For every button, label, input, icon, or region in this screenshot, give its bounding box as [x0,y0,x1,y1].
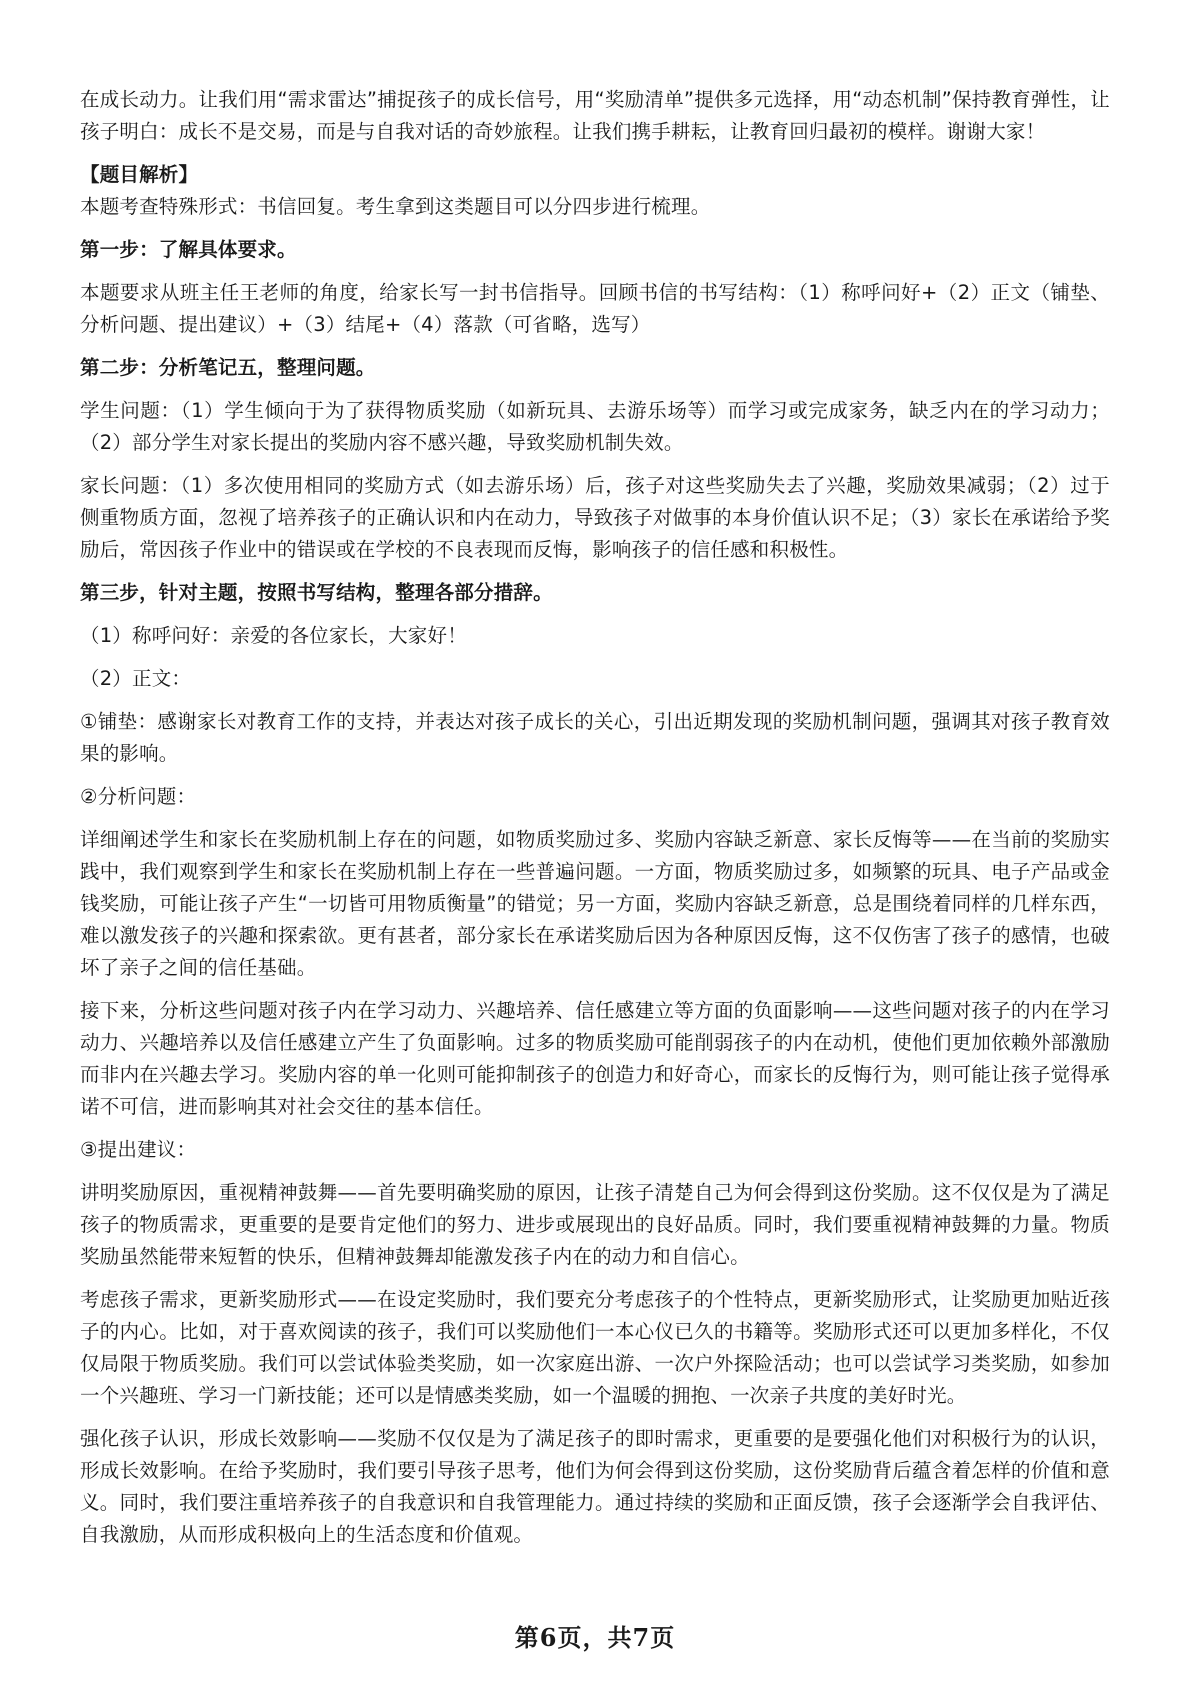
step-one-heading: 第一步：了解具体要求。 [80,238,297,261]
step-two-heading: 第二步：分析笔记五，整理问题。 [80,356,376,379]
page-number-footer: 第6页，共7页 [514,1623,676,1652]
suggestions-subheading: ③提出建议： [80,1138,197,1161]
greeting-item: （1）称呼问好：亲爱的各位家长，大家好！ [80,624,467,647]
analysis-paragraph-2: 接下来，分析这些问题对孩子内在学习动力、兴趣培养、信任感建立等方面的负面影响——这些问题对孩子的内在学习动力、兴趣培养以及信任感建立产生了负面影响。过多的物质奖励可能削弱孩子的内在动机，使他们更加依赖外部激励而非内在兴趣去学习。奖励内容的单一化则可能抑制孩子的创造力和好奇心，而家长的反悔行为，则可能让孩子觉得承诺不可信，进而影响其对社会交往的基本信任。 [80,999,1110,1118]
suggestion-paragraph-2: 考虑孩子需求，更新奖励形式——在设定奖励时，我们要充分考虑孩子的个性特点，更新奖励形式，让奖励更加贴近孩子的内心。比如，对于喜欢阅读的孩子，我们可以奖励他们一本心仪已久的书籍等。奖励形式还可以更加多样化，不仅仅局限于物质奖励。我们可以尝试体验类奖励，如一次家庭出游、一次户外探险活动；也可以尝试学习类奖励，如参加一个兴趣班、学习一门新技能；还可以是情感类奖励，如一个温暖的拥抱、一次亲子共度的美好时光。 [80,1288,1110,1407]
suggestion-paragraph-3: 强化孩子认识，形成长效影响——奖励不仅仅是为了满足孩子的即时需求，更重要的是要强化他们对积极行为的认识，形成长效影响。在给予奖励时，我们要引导孩子思考，他们为何会得到这份奖励，这份奖励背后蕴含着怎样的价值和意义。同时，我们要注重培养孩子的自我意识和自我管理能力。通过持续的奖励和正面反馈，孩子会逐渐学会自我评估、自我激励，从而形成积极向上的生活态度和价值观。 [80,1427,1110,1546]
closing-paragraph: 在成长动力。让我们用“需求雷达”捕捉孩子的成长信号，用“奖励清单”提供多元选择，用“动态机制”保持教育弹性，让孩子明白：成长不是交易，而是与自我对话的奇妙旅程。让我们携手耕耘，让教育回归最初的模样。谢谢大家！ [80,88,1110,143]
student-problems-paragraph: 学生问题：（1）学生倾向于为了获得物质奖励（如新玩具、去游乐场等）而学习或完成家务，缺乏内在的学习动力；（2）部分学生对家长提出的奖励内容不感兴趣，导致奖励机制失效。 [80,399,1110,454]
suggestion-paragraph-1: 讲明奖励原因，重视精神鼓舞——首先要明确奖励的原因，让孩子清楚自己为何会得到这份奖励。这不仅仅是为了满足孩子的物质需求，更重要的是要肯定他们的努力、进步或展现出的良好品质。同时，我们要重视精神鼓舞的力量。物质奖励虽然能带来短暂的快乐，但精神鼓舞却能激发孩子内在的动力和自信心。 [80,1181,1110,1268]
analysis-paragraph-1: 详细阐述学生和家长在奖励机制上存在的问题，如物质奖励过多、奖励内容缺乏新意、家长反悔等——在当前的奖励实践中，我们观察到学生和家长在奖励机制上存在一些普遍问题。一方面，物质奖励过多，如频繁的玩具、电子产品或金钱奖励，可能让孩子产生“一切皆可用物质衡量”的错觉；另一方面，奖励内容缺乏新意，总是围绕着同样的几样东西，难以激发孩子的兴趣和探索欲。更有甚者，部分家长在承诺奖励后因为各种原因反悔，这不仅伤害了孩子的感情，也破坏了亲子之间的信任基础。 [80,828,1110,979]
step-three-heading: 第三步，针对主题，按照书写结构，整理各部分措辞。 [80,581,553,604]
document-body [80,84,1110,1562]
parent-problems-paragraph: 家长问题：（1）多次使用相同的奖励方式（如去游乐场）后，孩子对这些奖励失去了兴趣，奖励效果减弱；（2）过于侧重物质方面，忽视了培养孩子的正确认识和内在动力，导致孩子对做事的本身价值认识不足；（3）家长在承诺给予奖励后，常因孩子作业中的错误或在学校的不良表现而反悔，影响孩子的信任感和积极性。 [80,474,1110,561]
intro-paragraph: 本题考查特殊形式：书信回复。考生拿到这类题目可以分四步进行梳理。 [80,195,711,218]
groundwork-paragraph: ①铺垫：感谢家长对教育工作的支持，并表达对孩子成长的关心，引出近期发现的奖励机制问题，强调其对孩子教育效果的影响。 [80,710,1110,765]
step-one-paragraph: 本题要求从班主任王老师的角度，给家长写一封书信指导。回顾书信的书写结构：（1）称呼问好+（2）正文（铺垫、分析问题、提出建议）+（3）结尾+（4）落款（可省略，选写） [80,281,1110,336]
analysis-subheading: ②分析问题： [80,785,197,808]
section-title-analysis: 【题目解析】 [80,163,199,186]
body-item: （2）正文： [80,667,192,690]
